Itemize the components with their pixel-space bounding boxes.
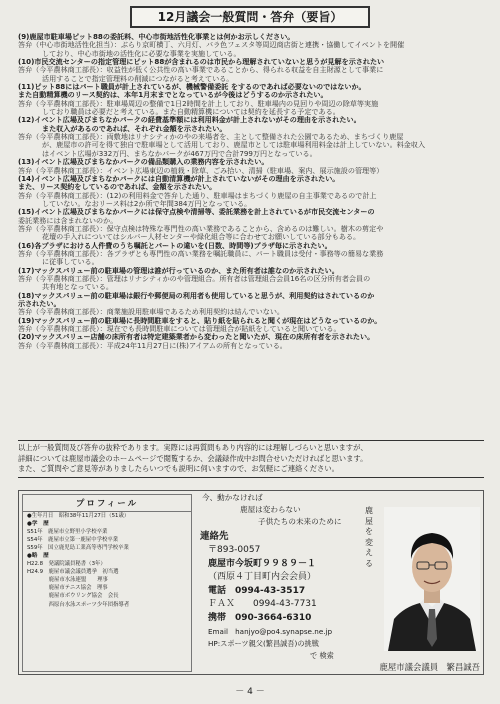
answer-line: 活用することで指定管理料の削減につながると考えている。 [42,74,234,83]
question-line: (16)各プラザにおける人件費のうち嘱託とパートの違いを(日数、時間等)プラザ毎に示されたい。 [18,241,332,250]
slogan [200,492,360,528]
answer-line: 答弁（今平農林商工部長）：駐車場周辺の整備で1日2時間を計上しており、駐車場内の見回りや周辺の除草等実施 [18,99,379,108]
question-line: (9)鹿屋市駐車場ピット88の委託料、中心市街地活性化事業とは何かお示しください。 [18,33,295,41]
question-line: (11)ピット88にはパート職員が計上されているが、機械警備委託 をするのであれば必要ないのではないか。 [18,83,366,92]
contact-homepage-search: で 検索 [310,650,334,660]
vertical-char: 鹿 [365,506,373,515]
profile-education-label: ●学 歴 [27,521,49,528]
answer-line: 答弁（今平農林商工部長）：イベント広場東辺の植栽・除草、ごみ拾い、清掃（駐車場、案内、展示施設の管理等） [18,166,384,175]
question-line: (13)イベント広場及びまちなかパークの備品類購入の業務内容を示されたい。 [18,158,269,167]
portrait-photo [384,507,480,651]
question-line: また、リース契約をしているのであれば、金額を示されたい。 [18,183,217,192]
answer-line: していない。なおリース料は2か所で年間384万円となっている。 [42,199,252,208]
answer-line: しており職員は必要だと考えている。また自動精算機については契約を延長する予定である。 [42,108,340,117]
question-line: (20)マックスバリュー店舗の床所有者は特定建築業者から変わったと聞いたが、現在の床所有者を示されたい。 [18,333,375,342]
vertical-char: を [365,527,373,536]
vertical-char: え [365,548,373,557]
contact-address-note: （西原４丁目町内会会員） [208,572,317,583]
vertical-char: 変 [365,537,373,547]
question-line: (15)イベント広場及びまちなかパークには保守点検や清掃等、委託業務を計上されているが市民交流センターの [18,208,375,217]
profile-career-item: 鹿屋市ボウリング協会 会長 [27,593,119,600]
contact-homepage: HP:スポーツ親父(繁昌誠吾)の挑戦 [208,638,319,648]
profile-title: プロフィール [23,497,191,512]
question-line: また収入があるのであれば、それぞれ金額を示されたい。 [42,124,227,133]
contact-zip: 〒893-0057 [208,545,261,555]
page-title: 12月議会一般質問・答弁（要旨） [130,6,370,28]
answer-line: 答弁（中心市街地活性化担当）：ぶらり京町横丁、六月灯、バラ色フェスタ等周辺商店街と連携・協働してイベントを開催 [18,41,405,50]
question-line: (14)イベント広場及びまちなかパークには自動清算機が計上されていないがその理由を示されたい。 [18,174,340,183]
profile-career-item: 鹿屋市水泳連盟 理事 [27,577,108,584]
vertical-char: る [365,558,373,568]
question-line: (17)マックスバリュー前の駐車場の管理は誰が行っているのか、また所有者は誰なのか示されたい。 [18,266,339,275]
contact-info [200,530,370,662]
portrait-image [384,507,480,651]
profile-career-item: H22.8 発議院議員秘書（3年） [27,561,106,568]
question-line: (19)マックスバリュー前の駐車場に長時間駐車をすると、貼り紙を貼られると聞くが現在はどうなっているのか。 [18,316,382,325]
contact-email: Email hanjyo@po4.synapse.ne.jp [208,626,333,636]
answer-line: 答弁（今平農林商工部長）：保守点検は特殊な専門性の高い業務であることから、含めるのは難しい。樹木の剪定や [18,224,384,233]
contact-title: 連絡先 [200,531,229,542]
slogan-line-2: 鹿屋は変わらない [240,505,301,514]
profile-career-item: 鹿屋市テニス協会 理事 [27,585,108,592]
question-line: (12)イベント広場及びまちなかパークの経費基準額には利用料金が計上されないがその理由を示されたい。 [18,116,361,125]
answer-line: 答弁（今平農林商工部長）：管理はリナシティかのや管理組合。所有者は管理組合会員16名の区分所有者会員の [18,274,371,283]
answer-line: 答弁（今平農林商工部長）：商業施設用駐車場であるため利用契約は結んでいない。 [18,308,285,317]
profile-education-item: S59年 国立鹿児島工業高等専門学校卒業 [27,545,129,552]
profile-box [22,494,192,672]
contact-address: 鹿屋市今坂町９９８９－１ [208,558,317,569]
question-line: また自動精算機のリース契約は、本年1月末までとなっているが今後はどうするのか示されたい。 [18,91,328,100]
answer-line: が、鹿屋市の許可を得て独自で駐車場として活用しており、鹿屋市としては駐車場利用料金は計上していない。料金収入 [42,141,426,150]
answer-line: 答弁（今平農林商工部長）：平成24年11月27日に(株)アイアムの所有となっている。 [18,341,287,350]
qa-section [18,33,484,438]
answer-line: 委託業務には含まれないのか。 [18,216,118,225]
profile-education-item: S51年 鹿屋市立野里小学校卒業 [27,529,108,536]
answer-line: 答弁（今平農林商工部長）：収益性が低く公共性の高い事業であることから、得られる収益を自主財源として事業に [18,66,384,75]
closing-line-3: また、ご質問やご意見等がありましたらいつでも説明に伺いますので、お気軽にご連絡ください。 [18,464,339,474]
answer-line: 答弁（今平農林商工部長）：各プラザとも専門性の高い業務を嘱託職員に、パート職員は受付・事務等の簡易な業務 [18,249,384,258]
page-number: － 4 － [235,687,265,697]
answer-line: に従事している。 [42,258,99,267]
profile-career-label: ●略 歴 [27,553,49,560]
contact-fax: ＦＡＸ 0994-43-7731 [208,599,317,610]
question-line: (10)市民交流センターの指定管理にピット88が含まれるのは市民から理解されていないと思うが見解を示されたい [18,58,385,67]
answer-line: 答弁（今平農林商工部長）：両敷地はリナシティかのやの来場者を、主として整備された公園であるため、まちづくり鹿屋 [18,133,404,142]
closing-remarks [18,440,484,478]
question-line: (18)マックスバリュー前の駐車場は銀行や郵便局の利用者も使用していると思うが、利用契約はされているのか [18,291,375,300]
answer-line: 花壇の手入れについてはシルバー人材センターや緑化組合等に合わせてお願いしている部分もある。 [42,233,361,242]
closing-line-1: 以上が一般質問及び答弁の抜粋であります。実際には再質問もあり内容的には理解しづらいと思いますが、 [18,443,368,452]
profile-career-item: 西原台水泳スポーツ少年団指導者 [27,601,130,608]
closing-line-2: 詳細については鹿屋市議会のホームページで閲覧するか、会議録作成中お問合せいただければと思います。 [18,453,368,463]
vertical-char: 屋 [365,516,373,526]
contact-mobile: 携帯 090-3664-6310 [208,612,312,623]
answer-line: しており、中心市街地の活性化に必要な事業を実施している。 [42,49,241,58]
answer-line: はイベント広場が332万円、まちなかパークが467万円で合計799万円となっている。 [42,149,317,158]
answer-line: 答弁（今平農林商工部長）：(12)の利用料金で答弁した通り、駐車場はまちづくり鹿屋の自主事業であるので計上 [18,191,377,200]
answer-line: 答弁（今平農林商工部長）：現在でも長時間駐車については管理組合が貼紙をしていると聞いている。 [18,325,341,334]
answer-line: 共有地となっている。 [42,283,113,292]
profile-career-item: H24.9 鹿屋市議会議員選挙 初当選 [27,569,119,576]
signature: 鹿屋市議会議員 繁昌誠吾 [379,662,480,672]
profile-education-item: S54年 鹿屋市立第一鹿屋中学校卒業 [27,537,119,544]
question-line: 示されたい。 [18,300,61,308]
contact-phone: 電話 0994-43-3517 [208,585,306,596]
slogan-line-1: 今、動かなければ [202,493,263,502]
slogan-line-3: 子供たちの未来のために [258,517,342,526]
profile-birth: ●生年月日 昭和38年11月27日（51歳） [27,513,130,519]
